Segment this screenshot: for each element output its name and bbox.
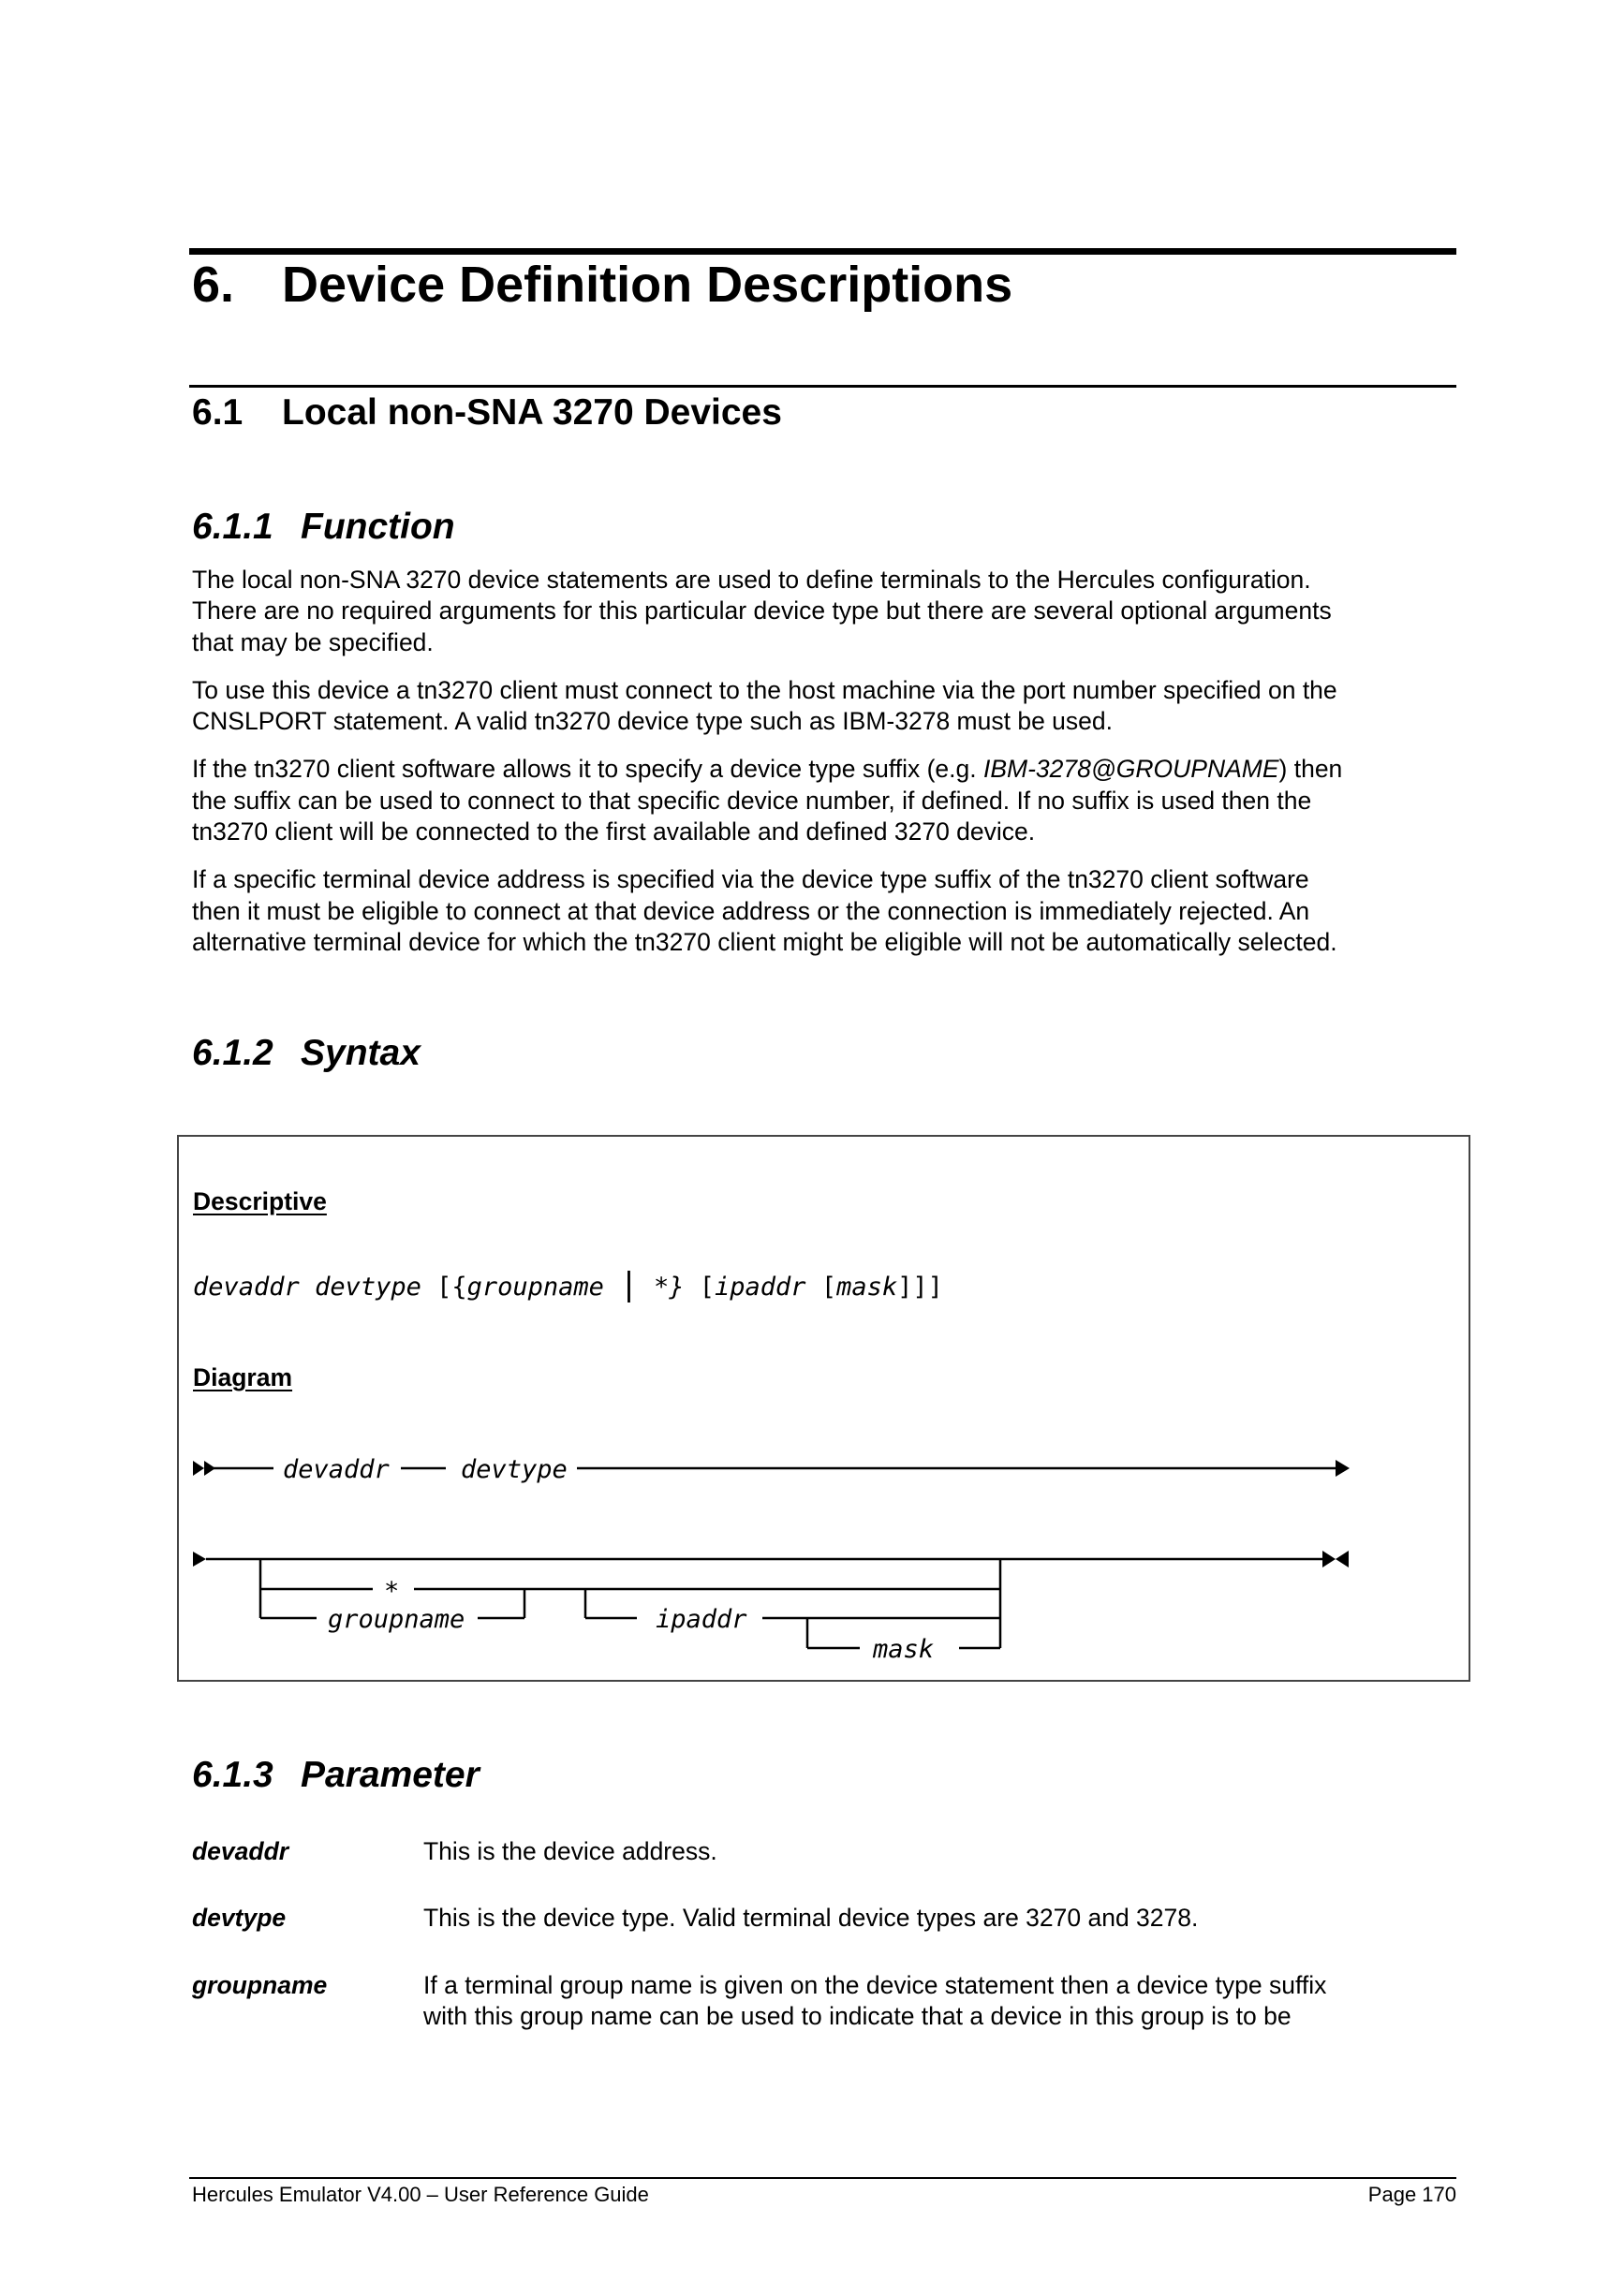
function-paragraph <box>192 754 1480 847</box>
chapter-heading <box>192 255 1012 315</box>
footer-rule <box>189 2177 1456 2179</box>
text-line: There are no required arguments for this particular device type but there are several optional arguments <box>192 596 1332 626</box>
syntax-devaddr: devaddr <box>193 1273 300 1302</box>
text-line: If a terminal group name is given on the device statement then a device type suffix <box>423 1971 1327 1999</box>
diagram-groupname: groupname <box>328 1605 465 1634</box>
section-top-rule <box>189 385 1456 388</box>
parameter-description <box>423 1970 1454 2033</box>
parameter-heading <box>192 1754 480 1797</box>
parameter-name: groupname <box>192 1971 328 1999</box>
text-line: The local non-SNA 3270 device statements are used to define terminals to the Hercules configuration. <box>192 566 1311 594</box>
syntax-open-bracket: [ <box>820 1273 837 1302</box>
text-line: alternative terminal device for which the tn3270 client might be eligible will not be automatically selected. <box>192 927 1337 956</box>
syntax-open-bracket: [ <box>699 1273 716 1302</box>
function-heading <box>192 506 455 549</box>
chapter-title: Device Definition Descriptions <box>282 257 1013 313</box>
function-paragraph <box>192 675 1480 738</box>
function-number: 6.1.1 <box>192 507 273 547</box>
text-segment: ) then <box>1278 755 1343 784</box>
text-line: that may be specified. <box>192 627 434 656</box>
section-title: Local non-SNA 3270 Devices <box>282 392 782 433</box>
diagram-star: * <box>384 1577 400 1606</box>
diagram-mask: mask <box>873 1635 935 1664</box>
function-paragraph <box>192 864 1480 958</box>
footer-page-number: Page 170 <box>1367 2183 1456 2206</box>
descriptive-label: Descriptive <box>193 1187 327 1215</box>
diagram-ipaddr: ipaddr <box>656 1605 747 1634</box>
chapter-top-rule <box>189 248 1456 255</box>
parameter-description <box>423 1903 1454 1934</box>
syntax-open-bracket: [{ <box>436 1273 467 1302</box>
section-number: 6.1 <box>192 392 244 433</box>
example-suffix: IBM-3278@GROUPNAME <box>983 755 1279 784</box>
function-title: Function <box>301 507 455 547</box>
parameter-name: devtype <box>192 1904 287 1932</box>
chapter-number: 6. <box>192 257 235 313</box>
syntax-star: *} <box>653 1273 685 1302</box>
text-line: To use this device a tn3270 client must connect to the host machine via the port number specified on the <box>192 675 1337 704</box>
syntax-groupname: groupname <box>466 1273 604 1302</box>
syntax-close-brackets: ]]] <box>897 1273 943 1302</box>
text-line: tn3270 client will be connected to the first available and defined 3270 device. <box>192 817 1036 846</box>
text-line <box>192 754 1480 785</box>
diagram-devaddr: devaddr <box>283 1455 390 1484</box>
function-body <box>192 565 1480 975</box>
syntax-devtype: devtype <box>315 1273 421 1302</box>
text-line: the suffix can be used to connect to that specific device number, if defined. If no suffix is used then the <box>192 786 1312 815</box>
syntax-mask: mask <box>836 1273 898 1302</box>
section-heading <box>192 391 782 434</box>
syntax-title: Syntax <box>301 1033 421 1073</box>
text-line: This is the device address. <box>423 1837 717 1865</box>
syntax-or-bar: | <box>619 1266 639 1303</box>
parameter-name: devaddr <box>192 1837 289 1865</box>
text-segment: If the tn3270 client software allows it to specify a device type suffix (e.g. <box>192 755 983 784</box>
syntax-number: 6.1.2 <box>192 1033 273 1073</box>
parameter-number: 6.1.3 <box>192 1755 273 1795</box>
text-line: with this group name can be used to indicate that a device in this group is to be <box>423 2002 1292 2031</box>
descriptive-syntax <box>193 1266 943 1303</box>
parameter-description <box>423 1836 1454 1867</box>
diagram-label: Diagram <box>193 1363 293 1391</box>
text-line: This is the device type. Valid terminal device types are 3270 and 3278. <box>423 1904 1199 1932</box>
diagram-devtype: devtype <box>461 1455 568 1484</box>
function-paragraph <box>192 565 1480 658</box>
parameter-title: Parameter <box>301 1755 480 1795</box>
syntax-box <box>177 1135 1470 1682</box>
footer-document-title: Hercules Emulator V4.00 – User Reference Guide <box>192 2183 649 2206</box>
syntax-heading <box>192 1032 421 1075</box>
syntax-ipaddr: ipaddr <box>715 1273 806 1302</box>
text-line: then it must be eligible to connect at that device address or the connection is immediately rejected. An <box>192 896 1310 925</box>
text-line: CNSLPORT statement. A valid tn3270 device type such as IBM-3278 must be used. <box>192 707 1113 736</box>
text-line: If a specific terminal device address is specified via the device type suffix of the tn3270 client software <box>192 865 1309 894</box>
